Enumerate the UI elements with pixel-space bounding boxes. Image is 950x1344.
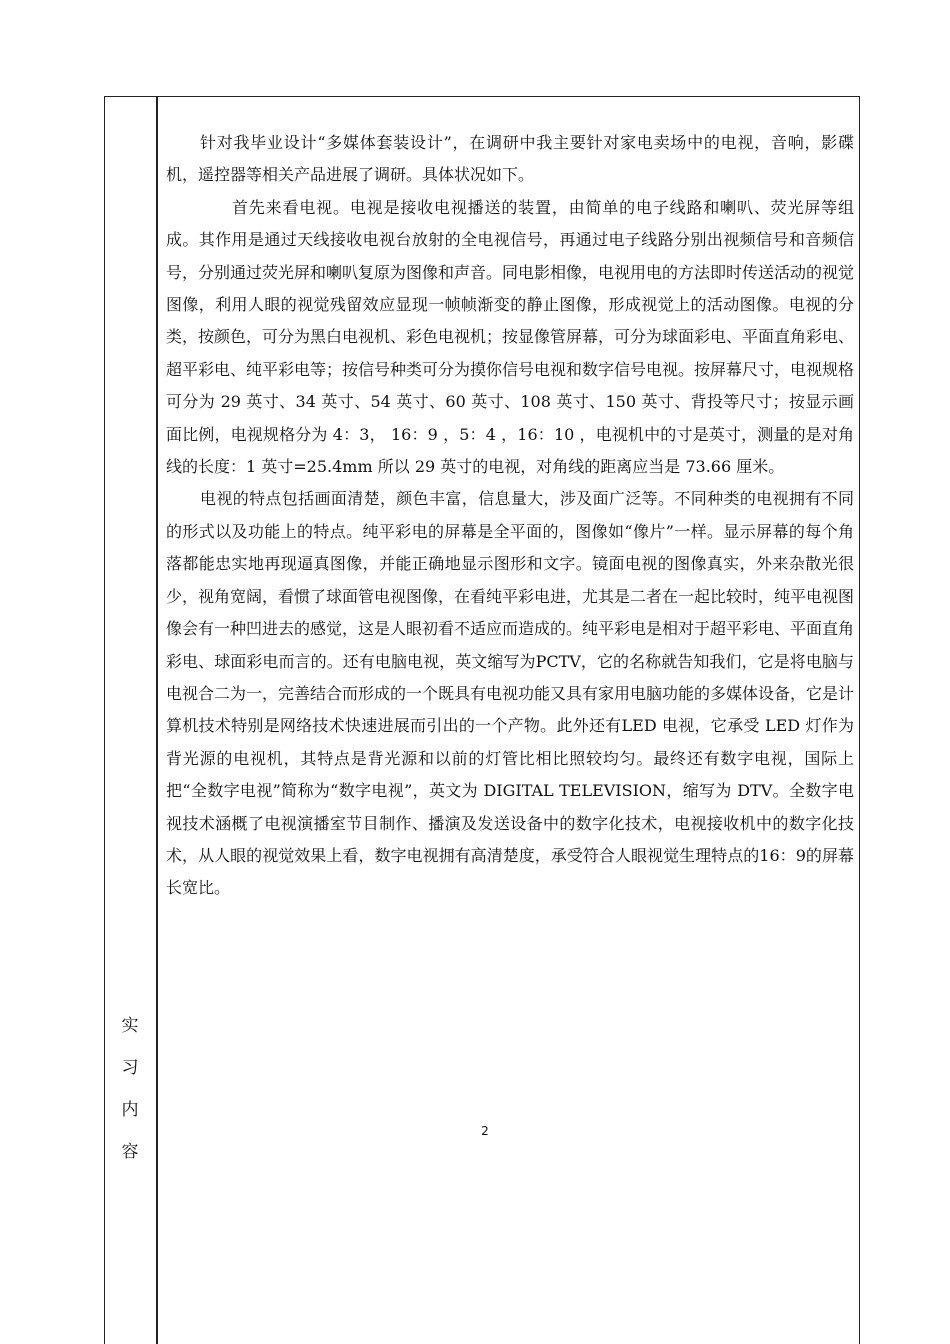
paragraph-intro: 针对我毕业设计“多媒体套装设计”，在调研中我主要针对家电卖场中的电视，音响，影碟机，遥控器等相关产品进展了调研。具体状况如下。 [166,133,854,185]
paragraph-tv-overview: 首先来看电视。电视是接收电视播送的装置，由简单的电子线路和喇叭、荧光屏等组成。其作用是通过天线接收电视台放射的全电视信号，再通过电子线路分别出视频信号和音频信号，分别通过荧光屏和喇叭复原为图像和声音。同电影相像，电视用电的方法即时传送活动的视觉图像，利用人眼的视觉残留效应显现一帧帧渐变的静止图像，形成视觉上的活动图像。电视的分类，按颜色，可分为黑白电视机、彩色电视机；按显像管屏幕，可分为球面彩电、平面直角彩电、超平彩电、纯平彩电等；按信号种类可分为摸你信号电视和数字信号电视。按屏幕尺寸，电视规格可分为 29 英寸、34 英寸、54 英寸、60 英寸、108 英寸、150 英寸、背投等尺寸；按显示画面比例，电视规格分为 4：3， 16：9 ，5：4 ，16：10 ，电视机中的寸是英寸，测量的是对角线的长度：1 英寸=25.4mm 所以 29 英寸的电视，对角线的距离应当是 73.66 厘米。 [166,197,855,477]
section-label-char: 容 [121,1142,139,1162]
section-label [104,1010,156,1178]
section-label-char: 内 [121,1100,139,1120]
section-label-char: 实 [121,1016,139,1036]
paragraph-tv-features: 电视的特点包括画面清楚，颜色丰富，信息量大，涉及面广泛等。不同种类的电视拥有不同的形式以及功能上的特点。纯平彩电的屏幕是全平面的，图像如“像片”一样。显示屏幕的每个角落都能忠实地再现逼真图像，并能正确地显示图形和文字。镜面电视的图像真实，外来杂散光很少，视角宽阔，看惯了球面管电视图像，在看纯平彩电进，尤其是二者在一起比较时，纯平电视图像会有一种凹进去的感觉，这是人眼初看不适应而造成的。纯平彩电是相对于超平彩电、平面直角彩电、球面彩电而言的。还有电脑电视，英文缩写为PCTV，它的名称就告知我们，它是将电脑与电视合二为一，完善结合而形成的一个既具有电视功能又具有家用电脑功能的多媒体设备，它是计算机技术特别是网络技术快速进展而引出的一个产物。此外还有LED 电视，它承受 LED 灯作为背光源的电视机，其特点是背光源和以前的灯管比相比照较均匀。最终还有数字电视，国际上把“全数字电视”简称为“数字电视”，英文为 DIGITAL TELEVISION，缩写为 DTV。全数字电视技术涵概了电视演播室节目制作、播演及发送设备中的数字化技术，电视接收机中的数字化技术，从人眼的视觉效果上看，数字电视拥有高清楚度，承受符合人眼视觉生理特点的16：9的屏幕长宽比。 [166,489,855,898]
section-label-char: 习 [121,1058,139,1078]
column-divider [156,96,158,1344]
body-text [166,127,854,905]
page-number: 2 [481,1124,489,1138]
